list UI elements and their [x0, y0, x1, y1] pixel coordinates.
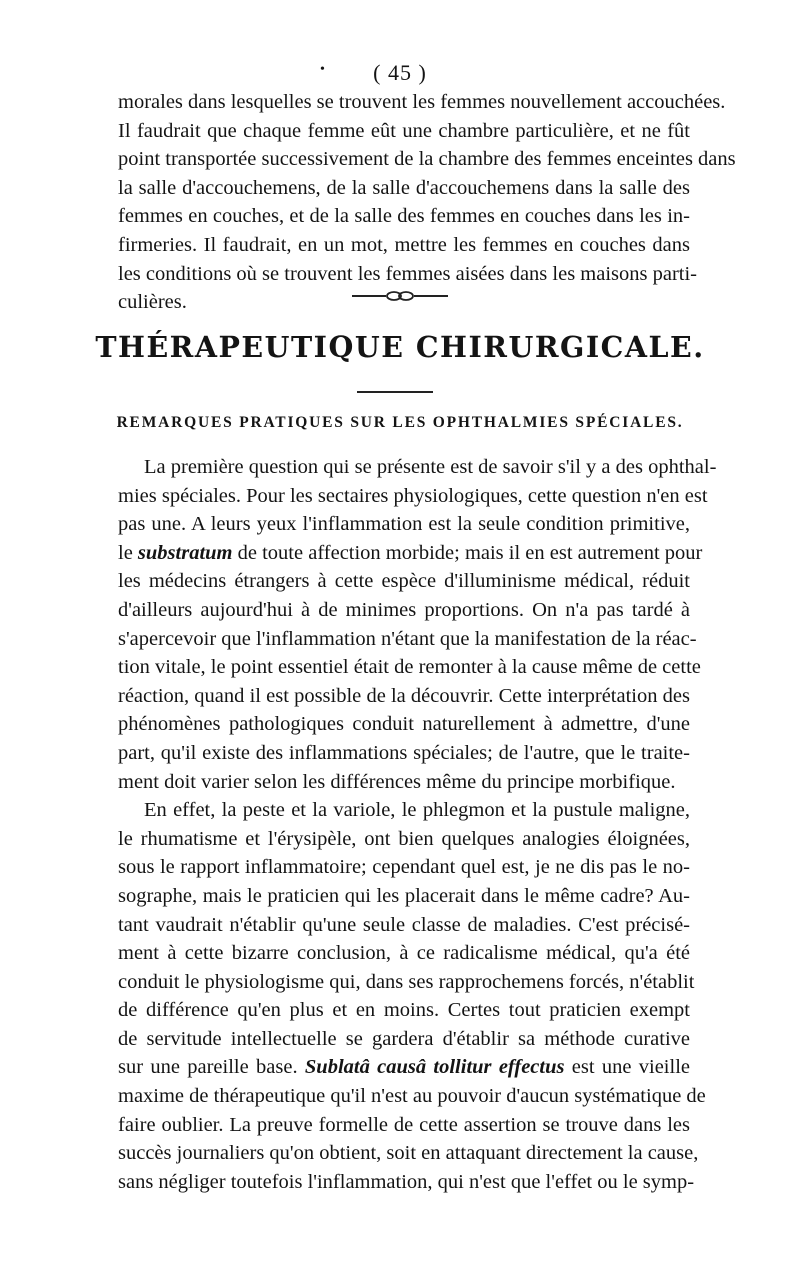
text-line: d'ailleurs aujourd'hui à de minimes proportions. On n'a pas tardé à	[118, 598, 690, 621]
text-line: réaction, quand il est possible de la découvrir. Cette interprétation des	[118, 684, 690, 707]
text-line: Il faudrait que chaque femme eût une chambre particulière, et ne fût	[118, 119, 690, 142]
section-rule	[357, 391, 433, 393]
italic-term: substratum	[137, 541, 233, 564]
body-text	[118, 453, 717, 1196]
ornament-divider	[352, 287, 448, 305]
text-line: femmes en couches, et de la salle des femmes en couches dans les in-	[118, 205, 690, 228]
text-line: phénomènes pathologiques conduit naturellement à admettre, d'une	[118, 713, 690, 736]
section-title: THÉRAPEUTIQUE CHIRURGICALE.	[95, 330, 705, 364]
page-number: ( 45 )	[373, 60, 427, 85]
text-line: pas une. A leurs yeux l'inflammation est la seule condition primitive,	[118, 513, 690, 536]
text-line: tant vaudrait n'établir qu'une seule classe de maladies. C'est précisé-	[118, 913, 690, 936]
text-line: part, qu'il existe des inflammations spéciales; de l'autre, que le traite-	[118, 741, 690, 764]
text-line: point transportée successivement de la chambre des femmes enceintes dans	[118, 148, 736, 171]
subsection-title: REMARQUES PRATIQUES SUR LES OPHTHALMIES SPÉCIALES.	[116, 414, 684, 431]
text-line: sur une pareille base. Sublatâ causâ tollitur effectus est une vieille	[118, 1056, 690, 1079]
text-line: tion vitale, le point essentiel était de remonter à la cause même de cette	[118, 656, 701, 679]
text-line: le rhumatisme et l'érysipèle, ont bien quelques analogies éloignées,	[118, 827, 690, 850]
text-line: faire oublier. La preuve formelle de cette assertion se trouve dans les	[118, 1113, 690, 1136]
text-line: maxime de thérapeutique qu'il n'est au pouvoir d'aucun systématique de	[118, 1085, 706, 1108]
text-line: la salle d'accouchemens, de la salle d'accouchemens dans la salle des	[118, 176, 690, 199]
text-line: mies spéciales. Pour les sectaires physiologiques, cette question n'en est	[118, 484, 708, 507]
text-line: les médecins étrangers à cette espèce d'illuminisme médical, réduit	[118, 570, 690, 593]
text-line: sans négliger toutefois l'inflammation, qui n'est que l'effet ou le symp-	[118, 1170, 695, 1193]
text-line: En effet, la peste et la variole, le phlegmon et la pustule maligne,	[144, 799, 690, 822]
page-number-mark: •	[320, 62, 326, 77]
text-line: de différence qu'en plus et en moins. Certes tout praticien exempt	[118, 999, 690, 1022]
text-line: morales dans lesquelles se trouvent les femmes nouvellement accouchées.	[118, 91, 726, 113]
text-line: firmeries. Il faudrait, en un mot, mettre les femmes en couches dans	[118, 233, 690, 256]
text-line: de servitude intellectuelle se gardera d'établir sa méthode curative	[118, 1027, 690, 1050]
italic-term: Sublatâ causâ tollitur effectus	[304, 1056, 565, 1079]
paragraph-1	[118, 453, 717, 796]
text-line: culières.	[118, 291, 187, 314]
text-line: La première question qui se présente est de savoir s'il y a des ophthal-	[144, 456, 717, 478]
text-line: succès journaliers qu'on obtient, soit en attaquant directement la cause,	[118, 1142, 699, 1165]
text-line: le substratum de toute affection morbide; mais il en est autrement pour	[118, 541, 703, 564]
text-line: ment doit varier selon les différences même du principe morbifique.	[118, 770, 676, 793]
text-line: sographe, mais le praticien qui les placerait dans le même cadre? Au-	[118, 884, 690, 907]
page-number-row	[0, 60, 800, 86]
continuation-paragraph	[118, 88, 736, 317]
text-line: ment à cette bizarre conclusion, à ce radicalisme médical, qu'a été	[118, 942, 690, 965]
text-line: sous le rapport inflammatoire; cependant quel est, je ne dis pas le no-	[118, 856, 690, 879]
text-line: conduit le physiologisme qui, dans ses rapprochemens forcés, n'établit	[118, 970, 695, 993]
paragraph-2	[118, 796, 706, 1196]
text-line: les conditions où se trouvent les femmes aisées dans les maisons parti-	[118, 262, 698, 285]
text-line: s'apercevoir que l'inflammation n'étant que la manifestation de la réac-	[118, 627, 697, 650]
